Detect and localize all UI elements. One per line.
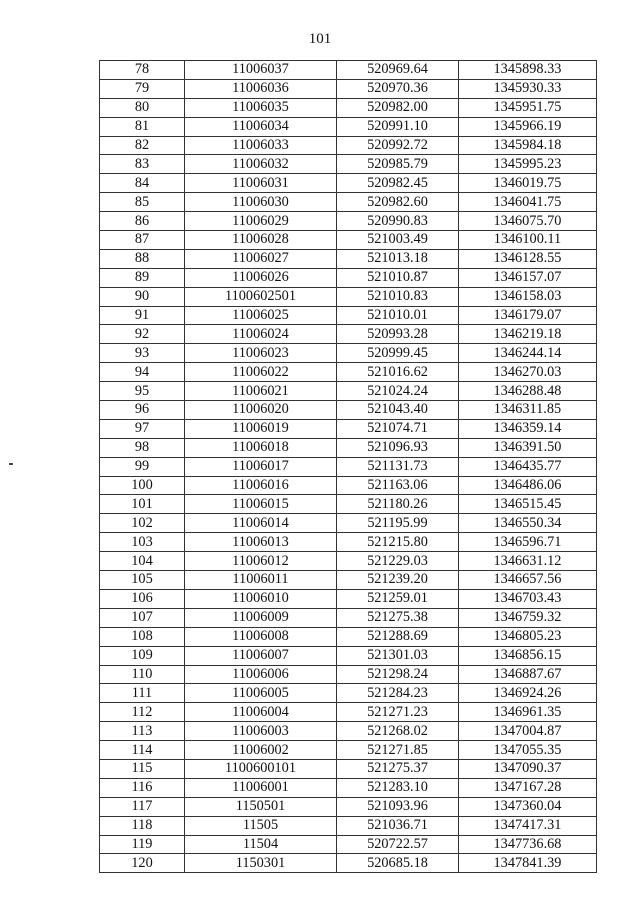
x-coordinate-cell: 521275.38 — [337, 608, 459, 627]
point-index-cell: 99 — [100, 457, 185, 476]
table-row — [100, 401, 597, 420]
x-coordinate-cell: 521010.83 — [337, 287, 459, 306]
table-row — [100, 476, 597, 495]
table-row — [100, 835, 597, 854]
y-coordinate-cell: 1347360.04 — [459, 797, 597, 816]
x-coordinate-cell: 520685.18 — [337, 854, 459, 873]
table-row — [100, 344, 597, 363]
table-row — [100, 533, 597, 552]
x-coordinate-cell: 520992.72 — [337, 136, 459, 155]
y-coordinate-cell: 1346158.03 — [459, 287, 597, 306]
x-coordinate-cell: 520982.60 — [337, 193, 459, 212]
y-coordinate-cell: 1346550.34 — [459, 514, 597, 533]
table-row — [100, 759, 597, 778]
point-id-cell: 11006032 — [185, 155, 337, 174]
y-coordinate-cell: 1346311.85 — [459, 401, 597, 420]
point-id-cell: 1100600101 — [185, 759, 337, 778]
point-index-cell: 78 — [100, 61, 185, 80]
point-id-cell: 11006022 — [185, 363, 337, 382]
point-id-cell: 11006013 — [185, 533, 337, 552]
table-row — [100, 61, 597, 80]
point-index-cell: 89 — [100, 268, 185, 287]
point-index-cell: 117 — [100, 797, 185, 816]
x-coordinate-cell: 521096.93 — [337, 438, 459, 457]
table-row — [100, 117, 597, 136]
point-index-cell: 86 — [100, 212, 185, 231]
x-coordinate-cell: 521298.24 — [337, 665, 459, 684]
point-id-cell: 11006016 — [185, 476, 337, 495]
y-coordinate-cell: 1346288.48 — [459, 382, 597, 401]
x-coordinate-cell: 521036.71 — [337, 816, 459, 835]
table-row — [100, 249, 597, 268]
x-coordinate-cell: 520999.45 — [337, 344, 459, 363]
y-coordinate-cell: 1347841.39 — [459, 854, 597, 873]
x-coordinate-cell: 521239.20 — [337, 571, 459, 590]
x-coordinate-cell: 521003.49 — [337, 231, 459, 250]
y-coordinate-cell: 1345930.33 — [459, 79, 597, 98]
table-row — [100, 155, 597, 174]
point-id-cell: 11006025 — [185, 306, 337, 325]
point-id-cell: 1100602501 — [185, 287, 337, 306]
point-index-cell: 80 — [100, 98, 185, 117]
table-row — [100, 212, 597, 231]
point-index-cell: 90 — [100, 287, 185, 306]
y-coordinate-cell: 1347736.68 — [459, 835, 597, 854]
x-coordinate-cell: 521163.06 — [337, 476, 459, 495]
point-id-cell: 11006030 — [185, 193, 337, 212]
point-id-cell: 11006026 — [185, 268, 337, 287]
y-coordinate-cell: 1346157.07 — [459, 268, 597, 287]
point-index-cell: 103 — [100, 533, 185, 552]
table-row — [100, 797, 597, 816]
point-index-cell: 110 — [100, 665, 185, 684]
y-coordinate-cell: 1346019.75 — [459, 174, 597, 193]
x-coordinate-cell: 520970.36 — [337, 79, 459, 98]
point-index-cell: 97 — [100, 419, 185, 438]
point-id-cell: 1150301 — [185, 854, 337, 873]
point-id-cell: 11006004 — [185, 703, 337, 722]
point-index-cell: 85 — [100, 193, 185, 212]
point-id-cell: 11006020 — [185, 401, 337, 420]
point-index-cell: 101 — [100, 495, 185, 514]
table-row — [100, 778, 597, 797]
table-row — [100, 98, 597, 117]
point-index-cell: 106 — [100, 589, 185, 608]
point-id-cell: 11006007 — [185, 646, 337, 665]
y-coordinate-cell: 1345951.75 — [459, 98, 597, 117]
y-coordinate-cell: 1346486.06 — [459, 476, 597, 495]
x-coordinate-cell: 520990.83 — [337, 212, 459, 231]
point-id-cell: 11006028 — [185, 231, 337, 250]
y-coordinate-cell: 1345898.33 — [459, 61, 597, 80]
x-coordinate-cell: 521284.23 — [337, 684, 459, 703]
x-coordinate-cell: 521043.40 — [337, 401, 459, 420]
y-coordinate-cell: 1346100.11 — [459, 231, 597, 250]
y-coordinate-cell: 1346887.67 — [459, 665, 597, 684]
point-index-cell: 104 — [100, 552, 185, 571]
point-id-cell: 11006012 — [185, 552, 337, 571]
table-row — [100, 193, 597, 212]
point-id-cell: 11006035 — [185, 98, 337, 117]
y-coordinate-cell: 1346359.14 — [459, 419, 597, 438]
scan-mark — [9, 463, 13, 465]
table-row — [100, 231, 597, 250]
point-id-cell: 11006014 — [185, 514, 337, 533]
point-index-cell: 108 — [100, 627, 185, 646]
point-id-cell: 11006017 — [185, 457, 337, 476]
coordinate-table — [99, 60, 597, 873]
y-coordinate-cell: 1346244.14 — [459, 344, 597, 363]
point-index-cell: 96 — [100, 401, 185, 420]
point-id-cell: 11006023 — [185, 344, 337, 363]
point-id-cell: 11006015 — [185, 495, 337, 514]
table-row — [100, 571, 597, 590]
point-id-cell: 11504 — [185, 835, 337, 854]
point-id-cell: 11006031 — [185, 174, 337, 193]
table-row — [100, 363, 597, 382]
x-coordinate-cell: 521016.62 — [337, 363, 459, 382]
table-row — [100, 174, 597, 193]
y-coordinate-cell: 1346961.35 — [459, 703, 597, 722]
x-coordinate-cell: 521013.18 — [337, 249, 459, 268]
x-coordinate-cell: 521010.01 — [337, 306, 459, 325]
x-coordinate-cell: 521271.85 — [337, 741, 459, 760]
y-coordinate-cell: 1346075.70 — [459, 212, 597, 231]
point-id-cell: 11006021 — [185, 382, 337, 401]
point-id-cell: 11006033 — [185, 136, 337, 155]
point-index-cell: 88 — [100, 249, 185, 268]
y-coordinate-cell: 1346657.56 — [459, 571, 597, 590]
x-coordinate-cell: 520985.79 — [337, 155, 459, 174]
x-coordinate-cell: 521093.96 — [337, 797, 459, 816]
point-id-cell: 11006003 — [185, 722, 337, 741]
x-coordinate-cell: 521229.03 — [337, 552, 459, 571]
x-coordinate-cell: 520969.64 — [337, 61, 459, 80]
point-id-cell: 11505 — [185, 816, 337, 835]
table-row — [100, 268, 597, 287]
y-coordinate-cell: 1346391.50 — [459, 438, 597, 457]
point-id-cell: 11006029 — [185, 212, 337, 231]
table-row — [100, 703, 597, 722]
point-id-cell: 11006037 — [185, 61, 337, 80]
x-coordinate-cell: 521288.69 — [337, 627, 459, 646]
table-row — [100, 646, 597, 665]
point-index-cell: 87 — [100, 231, 185, 250]
point-id-cell: 11006027 — [185, 249, 337, 268]
table-row — [100, 287, 597, 306]
table-row — [100, 419, 597, 438]
y-coordinate-cell: 1347055.35 — [459, 741, 597, 760]
page-number: 101 — [308, 31, 332, 47]
point-id-cell: 11006008 — [185, 627, 337, 646]
y-coordinate-cell: 1346219.18 — [459, 325, 597, 344]
table-row — [100, 382, 597, 401]
table-body — [100, 61, 597, 873]
x-coordinate-cell: 521010.87 — [337, 268, 459, 287]
table-row — [100, 854, 597, 873]
y-coordinate-cell: 1346515.45 — [459, 495, 597, 514]
table-row — [100, 665, 597, 684]
point-index-cell: 112 — [100, 703, 185, 722]
point-index-cell: 94 — [100, 363, 185, 382]
point-index-cell: 109 — [100, 646, 185, 665]
point-index-cell: 113 — [100, 722, 185, 741]
x-coordinate-cell: 521195.99 — [337, 514, 459, 533]
point-index-cell: 79 — [100, 79, 185, 98]
x-coordinate-cell: 520722.57 — [337, 835, 459, 854]
x-coordinate-cell: 521268.02 — [337, 722, 459, 741]
table-row — [100, 589, 597, 608]
table-row — [100, 457, 597, 476]
x-coordinate-cell: 520982.45 — [337, 174, 459, 193]
point-id-cell: 11006001 — [185, 778, 337, 797]
point-id-cell: 11006010 — [185, 589, 337, 608]
table-row — [100, 79, 597, 98]
point-index-cell: 81 — [100, 117, 185, 136]
point-id-cell: 11006002 — [185, 741, 337, 760]
x-coordinate-cell: 520991.10 — [337, 117, 459, 136]
table-row — [100, 136, 597, 155]
x-coordinate-cell: 521024.24 — [337, 382, 459, 401]
point-id-cell: 11006009 — [185, 608, 337, 627]
table-row — [100, 608, 597, 627]
x-coordinate-cell: 521131.73 — [337, 457, 459, 476]
point-id-cell: 11006018 — [185, 438, 337, 457]
point-index-cell: 100 — [100, 476, 185, 495]
x-coordinate-cell: 521271.23 — [337, 703, 459, 722]
y-coordinate-cell: 1346596.71 — [459, 533, 597, 552]
x-coordinate-cell: 520993.28 — [337, 325, 459, 344]
x-coordinate-cell: 521301.03 — [337, 646, 459, 665]
y-coordinate-cell: 1347417.31 — [459, 816, 597, 835]
y-coordinate-cell: 1346856.15 — [459, 646, 597, 665]
point-index-cell: 84 — [100, 174, 185, 193]
point-id-cell: 11006006 — [185, 665, 337, 684]
point-id-cell: 11006011 — [185, 571, 337, 590]
table-row — [100, 627, 597, 646]
point-index-cell: 95 — [100, 382, 185, 401]
y-coordinate-cell: 1345966.19 — [459, 117, 597, 136]
y-coordinate-cell: 1346759.32 — [459, 608, 597, 627]
point-index-cell: 115 — [100, 759, 185, 778]
point-index-cell: 83 — [100, 155, 185, 174]
point-index-cell: 107 — [100, 608, 185, 627]
point-index-cell: 111 — [100, 684, 185, 703]
point-index-cell: 82 — [100, 136, 185, 155]
y-coordinate-cell: 1345984.18 — [459, 136, 597, 155]
x-coordinate-cell: 521215.80 — [337, 533, 459, 552]
y-coordinate-cell: 1347090.37 — [459, 759, 597, 778]
point-index-cell: 93 — [100, 344, 185, 363]
x-coordinate-cell: 521283.10 — [337, 778, 459, 797]
y-coordinate-cell: 1346631.12 — [459, 552, 597, 571]
table-row — [100, 306, 597, 325]
table-row — [100, 495, 597, 514]
x-coordinate-cell: 520982.00 — [337, 98, 459, 117]
x-coordinate-cell: 521074.71 — [337, 419, 459, 438]
y-coordinate-cell: 1346041.75 — [459, 193, 597, 212]
y-coordinate-cell: 1346703.43 — [459, 589, 597, 608]
y-coordinate-cell: 1346270.03 — [459, 363, 597, 382]
y-coordinate-cell: 1346435.77 — [459, 457, 597, 476]
y-coordinate-cell: 1346924.26 — [459, 684, 597, 703]
point-index-cell: 105 — [100, 571, 185, 590]
x-coordinate-cell: 521180.26 — [337, 495, 459, 514]
point-index-cell: 116 — [100, 778, 185, 797]
point-id-cell: 11006005 — [185, 684, 337, 703]
y-coordinate-cell: 1346128.55 — [459, 249, 597, 268]
x-coordinate-cell: 521259.01 — [337, 589, 459, 608]
y-coordinate-cell: 1346805.23 — [459, 627, 597, 646]
table-row — [100, 438, 597, 457]
point-id-cell: 11006034 — [185, 117, 337, 136]
point-id-cell: 11006019 — [185, 419, 337, 438]
point-index-cell: 120 — [100, 854, 185, 873]
y-coordinate-cell: 1347167.28 — [459, 778, 597, 797]
table-row — [100, 325, 597, 344]
point-id-cell: 11006036 — [185, 79, 337, 98]
point-index-cell: 119 — [100, 835, 185, 854]
point-id-cell: 11006024 — [185, 325, 337, 344]
point-index-cell: 102 — [100, 514, 185, 533]
point-index-cell: 98 — [100, 438, 185, 457]
table-row — [100, 684, 597, 703]
table-row — [100, 816, 597, 835]
point-index-cell: 92 — [100, 325, 185, 344]
point-index-cell: 114 — [100, 741, 185, 760]
table-row — [100, 552, 597, 571]
table-row — [100, 741, 597, 760]
table-row — [100, 514, 597, 533]
point-index-cell: 91 — [100, 306, 185, 325]
y-coordinate-cell: 1345995.23 — [459, 155, 597, 174]
point-index-cell: 118 — [100, 816, 185, 835]
x-coordinate-cell: 521275.37 — [337, 759, 459, 778]
point-id-cell: 1150501 — [185, 797, 337, 816]
y-coordinate-cell: 1347004.87 — [459, 722, 597, 741]
table-row — [100, 722, 597, 741]
y-coordinate-cell: 1346179.07 — [459, 306, 597, 325]
